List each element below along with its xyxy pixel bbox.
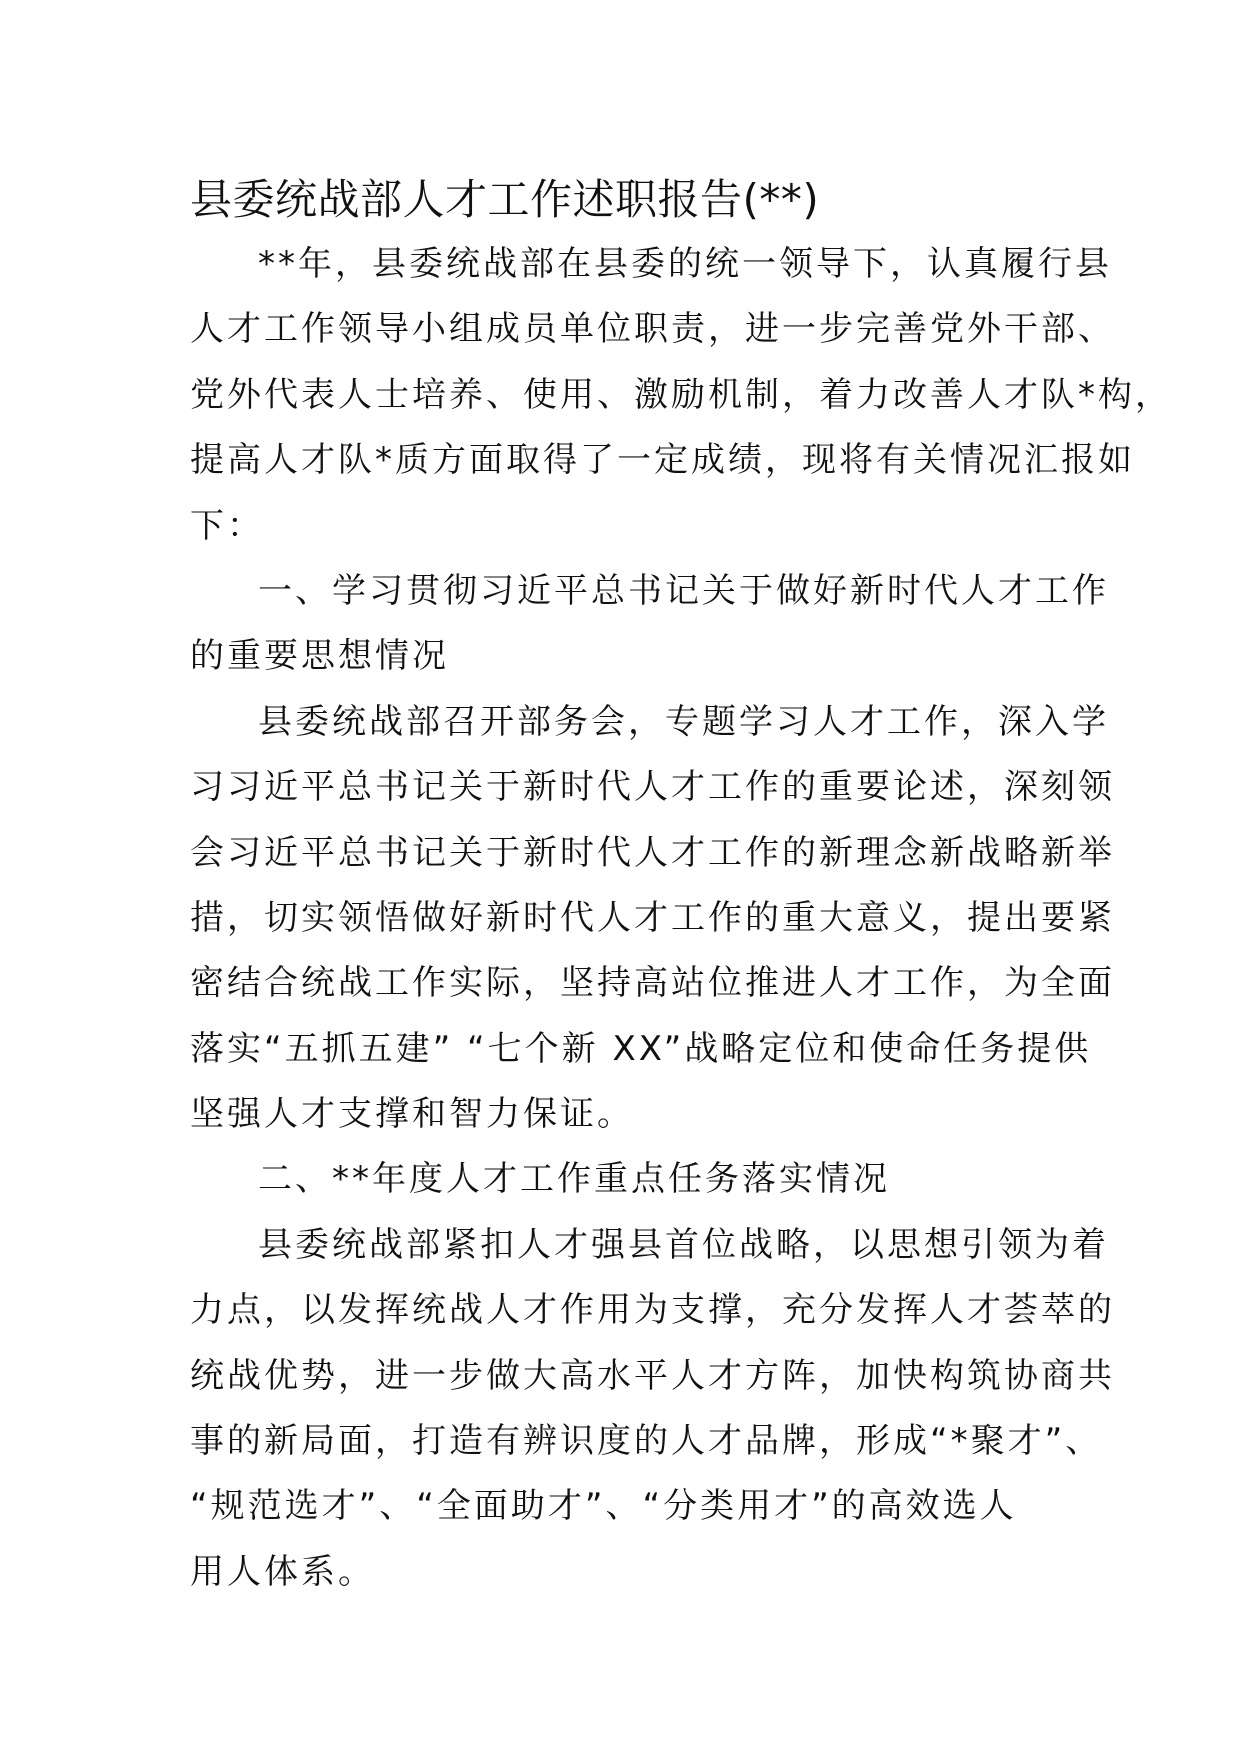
text-line: 坚强人才支撑和智力保证。 (190, 1094, 634, 1135)
text-line: 县委统战部召开部务会，专题学习人才工作，深入学 (258, 701, 1109, 742)
text-line: 统战优势，进一步做大高水平人才方阵，加快构筑协商共 (190, 1355, 1115, 1396)
text-line: 提高人才队*质方面取得了一定成绩，现将有关情况汇报如 (190, 440, 1135, 481)
text-line: 人才工作领导小组成员单位职责，进一步完善党外干部、 (190, 309, 1115, 350)
text-line: 党外代表人士培养、使用、激励机制，着力改善人才队*构， (190, 374, 1172, 415)
text-line: 事的新局面，打造有辨识度的人才品牌，形成“*聚才”、 (190, 1421, 1103, 1462)
text-line: “规范选才”、“全面助才”、“分类用才”的高效选人 (190, 1486, 1017, 1527)
text-line: 的重要思想情况 (190, 636, 449, 677)
document-body (190, 232, 1172, 1605)
text-line: 密结合统战工作实际，坚持高站位推进人才工作，为全面 (190, 963, 1115, 1004)
text-line: **年，县委统战部在县委的统一领导下，认真履行县 (258, 244, 1112, 284)
text-line: 用人体系。 (190, 1551, 375, 1592)
text-line: 县委统战部紧扣人才强县首位战略，以思想引领为着 (258, 1224, 1109, 1265)
text-line: 落实“五抓五建” “七个新 XX”战略定位和使命任务提供 (190, 1028, 1092, 1069)
text-line: 力点，以发挥统战人才作用为支撑，充分发挥人才荟萃的 (190, 1290, 1115, 1331)
document-title: 县委统战部人才工作述职报告(**) (190, 175, 820, 224)
text-line: 措，切实领悟做好新时代人才工作的重大意义，提出要紧 (190, 897, 1115, 938)
text-line: 二、**年度人才工作重点任务落实情况 (258, 1159, 890, 1200)
text-line: 习习近平总书记关于新时代人才工作的重要论述，深刻领 (190, 767, 1115, 808)
text-line: 下： (190, 505, 264, 546)
text-line: 一、学习贯彻习近平总书记关于做好新时代人才工作 (258, 570, 1109, 611)
text-line: 会习近平总书记关于新时代人才工作的新理念新战略新举 (190, 832, 1115, 873)
